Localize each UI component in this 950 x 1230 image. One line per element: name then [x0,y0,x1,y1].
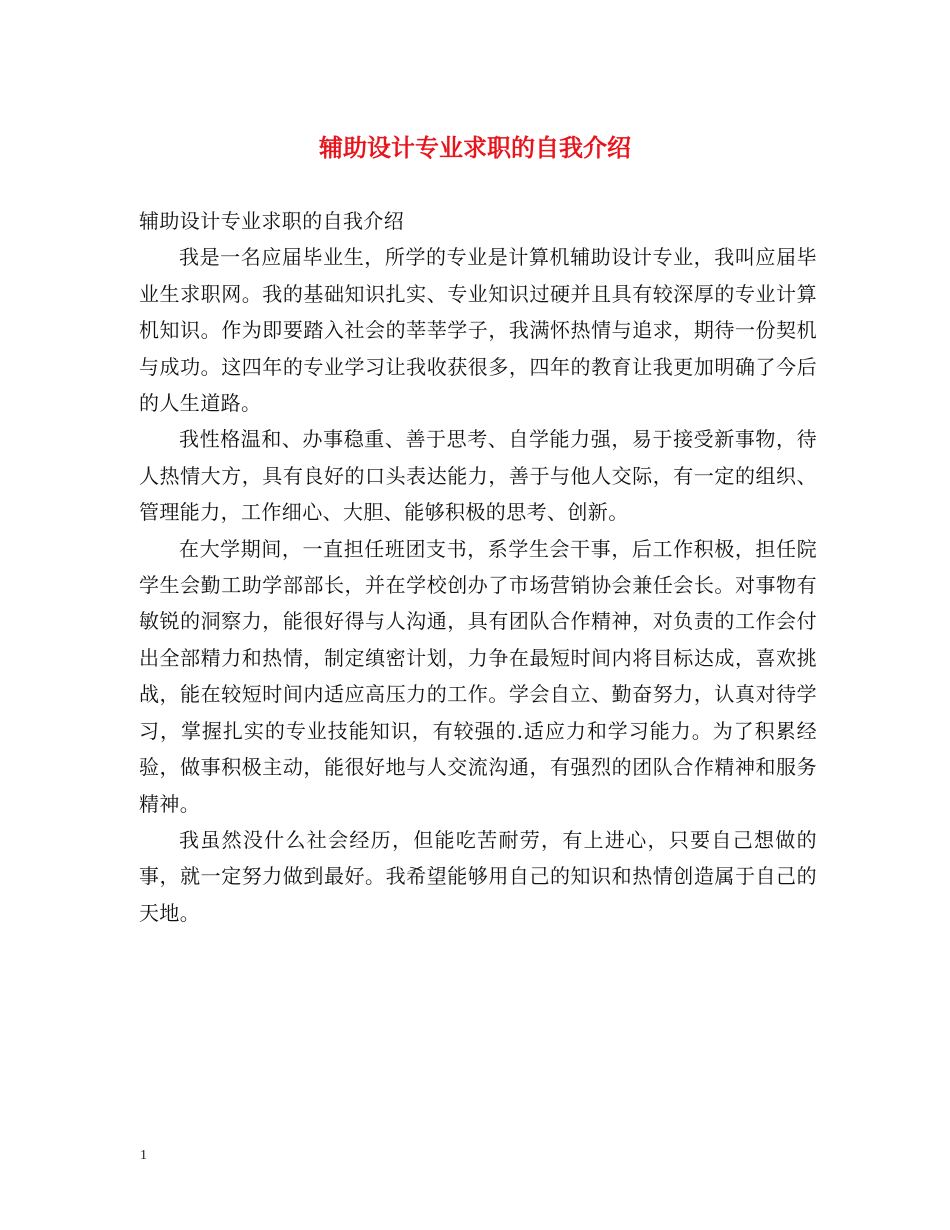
paragraph-3: 在大学期间，一直担任班团支书，系学生会干事，后工作积极，担任院学生会勤工助学部部长，并在学校创办了市场营销协会兼任会长。对事物有敏锐的洞察力，能很好得与人沟通，具有团队合作精神，对负责的工作会付出全部精力和热情，制定缜密计划，力争在最短时间内将目标达成，喜欢挑战，能在较短时间内适应高压力的工作。学会自立、勤奋努力，认真对待学习，掌握扎实的专业技能知识，有较强的.适应力和学习能力。为了积累经验，做事积极主动，能很好地与人交流沟通，有强烈的团队合作精神和服务精神。 [139,536,817,816]
paragraph-4: 我虽然没什么社会经历，但能吃苦耐劳，有上进心，只要自己想做的事，就一定努力做到最好。我希望能够用自己的知识和热情创造属于自己的天地。 [139,827,817,925]
paragraph-2: 我性格温和、办事稳重、善于思考、自学能力强，易于接受新事物，待人热情大方，具有良好的口头表达能力，善于与他人交际，有一定的组织、管理能力，工作细心、大胆、能够积极的思考、创新。 [139,427,817,525]
document-body [139,203,817,931]
paragraph-1: 我是一名应届毕业生，所学的专业是计算机辅助设计专业，我叫应届毕业生求职网。我的基础知识扎实、专业知识过硬并且具有较深厚的专业计算机知识。作为即要踏入社会的莘莘学子，我满怀热情与追求，期待一份契机与成功。这四年的专业学习让我收获很多，四年的教育让我更加明确了今后的人生道路。 [139,245,817,416]
document-title: 辅助设计专业求职的自我介绍 [319,133,631,162]
document-subtitle: 辅助设计专业求职的自我介绍 [139,209,405,233]
page-number: 1 [140,1148,147,1163]
